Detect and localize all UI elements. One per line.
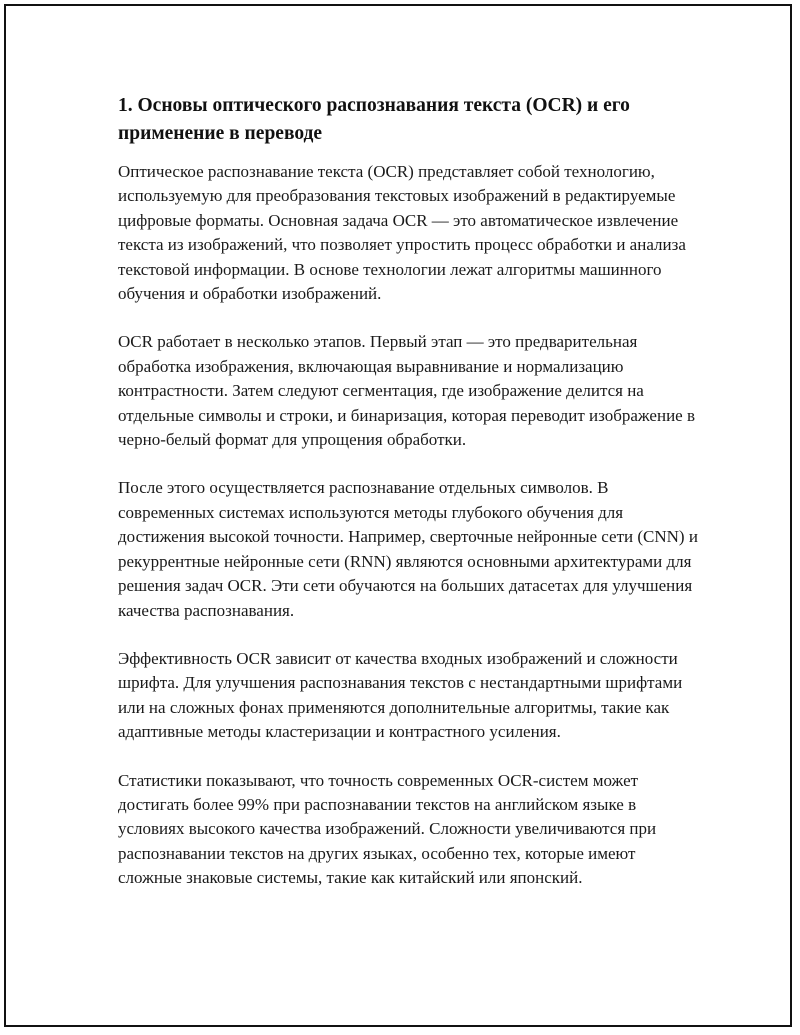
paragraph-ocr-statistics: Статистики показывают, что точность современных OCR-систем может достигать более 99% при распознавании текстов на английском языке в условиях высокого качества изображений. Сложности увеличиваются при распознавании текстов на других языках, особенно тех, которые имеют сложные знаковые системы, такие как китайский или японский. [118,770,657,888]
document-body [118,92,698,915]
paragraph-character-recognition: После этого осуществляется распознавание отдельных символов. В современных системах используются методы глубокого обучения для достижения высокой точности. Например, сверточные нейронные сети (CNN) и рекуррентные нейронные сети (RNN) являются основными архитектурами для решения задач OCR. Эти сети обучаются на больших датасетах для улучшения качества распознавания. [118,478,698,620]
section-heading: 1. Основы оптического распознавания текста (OCR) и его применение в переводе [118,95,630,144]
paragraph-ocr-efficiency: Эффективность OCR зависит от качества входных изображений и сложности шрифта. Для улучшения распознавания текстов с нестандартными шрифтами или на сложных фонах применяются дополнительные алгоритмы, такие как адаптивные методы кластеризации и контрастного усиления. [118,648,683,742]
paragraph-ocr-stages: OCR работает в несколько этапов. Первый этап — это предварительная обработка изображения, включающая выравнивание и нормализацию контрастности. Затем следуют сегментация, где изображение делится на отдельные символы и строки, и бинаризация, которая переводит изображение в черно-белый формат для упрощения обработки. [118,332,695,450]
paragraph-ocr-definition: Оптическое распознавание текста (OCR) представляет собой технологию, используемую для преобразования текстовых изображений в редактируемые цифровые форматы. Основная задача OCR — это автоматическое извлечение текста из изображений, что позволяет упростить процесс обработки и анализа текстовой информации. В основе технологии лежат алгоритмы машинного обучения и обработки изображений. [118,162,686,304]
